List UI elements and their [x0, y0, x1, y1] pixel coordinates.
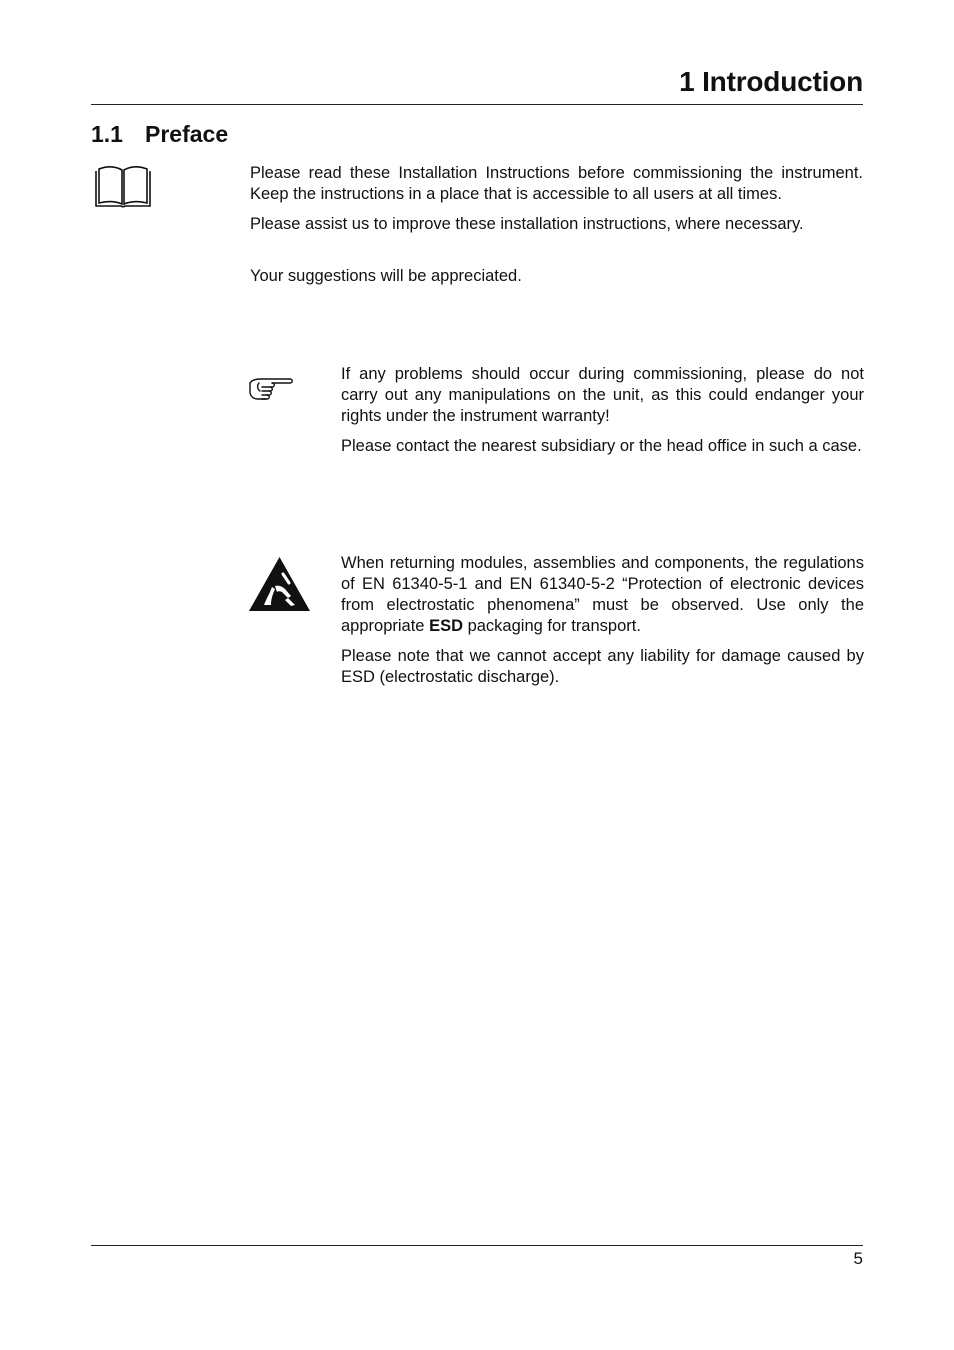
page-number: 5: [853, 1249, 863, 1268]
esd-text: [341, 553, 864, 688]
esd-keyword: ESD: [429, 617, 463, 635]
note-paragraph: If any problems should occur during commissioning, please do not carry out any manipulations on the unit, as this could endanger your rights under the instrument warranty!: [341, 365, 864, 425]
section-number: 1.1: [91, 121, 123, 147]
esd-paragraph: [341, 553, 864, 637]
note-text: [341, 364, 864, 457]
esd-warning-icon: [248, 556, 311, 612]
header-rule: [91, 104, 863, 105]
preface-paragraph: Please assist us to improve these installation instructions, where necessary.: [250, 215, 804, 233]
chapter-title: 1 Introduction: [679, 66, 863, 97]
footer-rule: [91, 1245, 863, 1246]
preface-text: [250, 163, 863, 287]
preface-paragraph: Your suggestions will be appreciated.: [250, 267, 522, 285]
section-heading: [91, 121, 228, 148]
esd-paragraph: Please note that we cannot accept any liability for damage caused by ESD (electrostatic discharge).: [341, 647, 864, 686]
book-icon: [93, 165, 153, 210]
note-paragraph: Please contact the nearest subsidiary or the head office in such a case.: [341, 437, 862, 455]
esd-paragraph-text: packaging for transport.: [463, 617, 641, 635]
preface-paragraph: Please read these Installation Instructions before commissioning the instrument. Keep the instructions in a place that is accessible to all users at all times.: [250, 164, 863, 203]
section-title: Preface: [145, 121, 229, 147]
pointing-hand-icon: [248, 375, 294, 401]
esd-paragraph-text: When returning modules, assemblies and components, the regulations of EN 61340-5-1 and EN 61340-5-2 “Protection of electronic devices from electrostatic phenomena” must be observed. Use only the appropriate: [341, 554, 864, 635]
